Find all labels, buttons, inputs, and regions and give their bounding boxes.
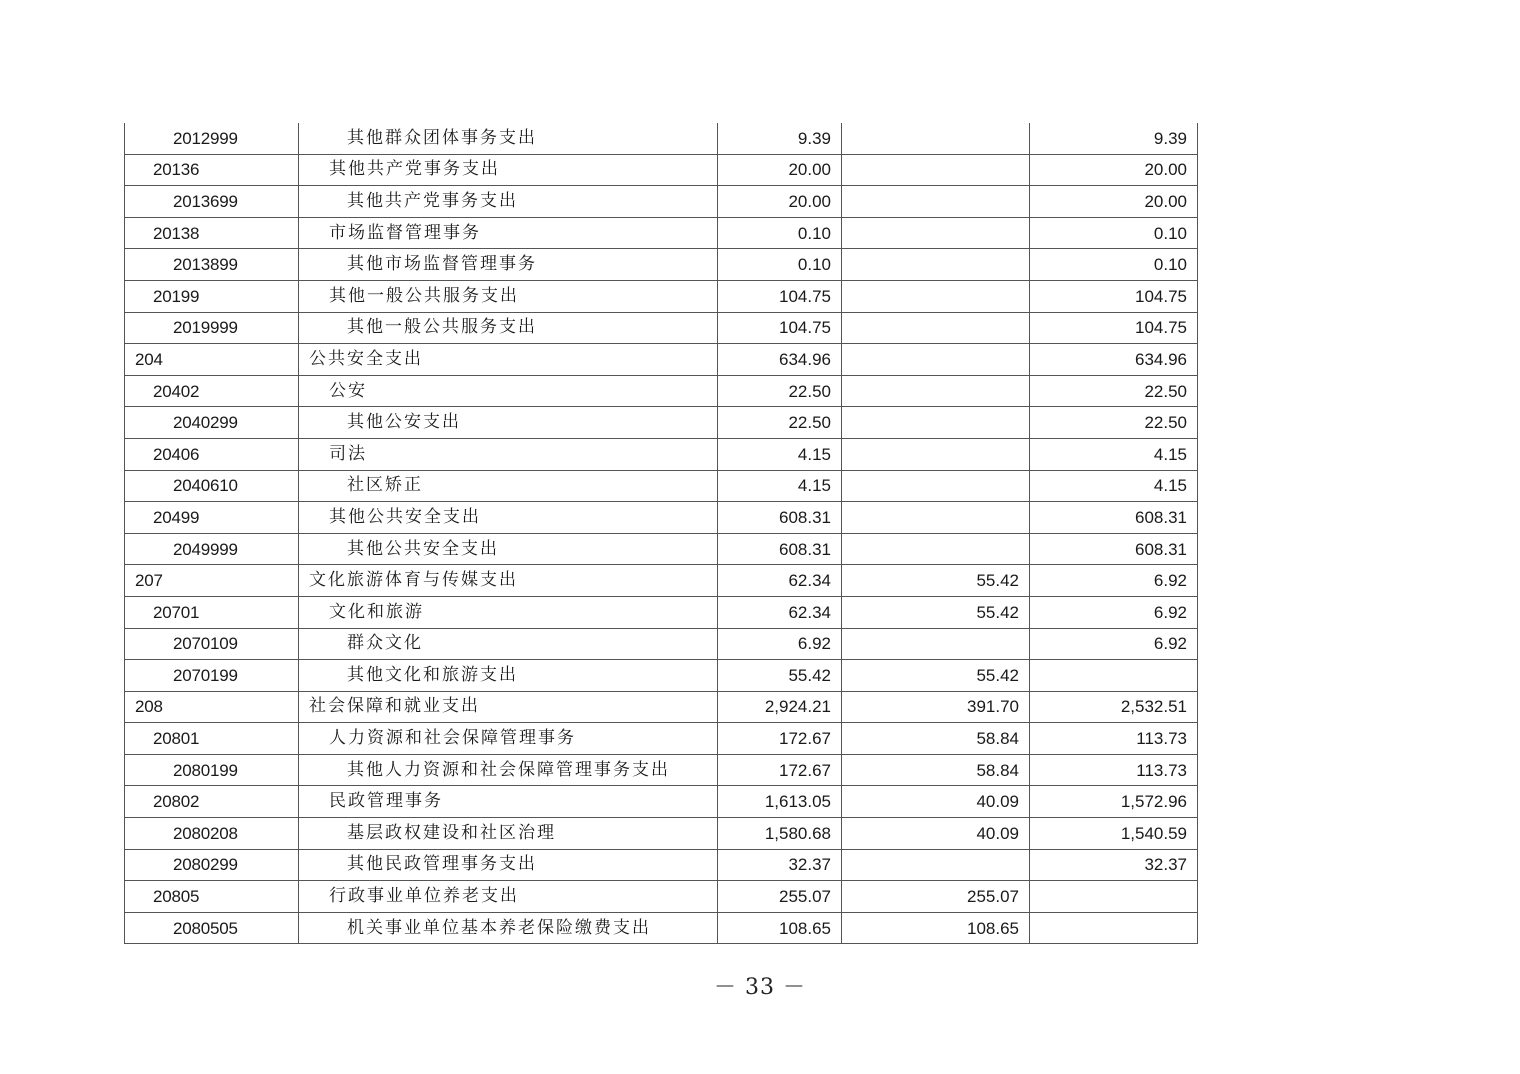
total-cell: 0.10 xyxy=(718,217,842,249)
table-row xyxy=(125,786,1198,818)
basic-cell: 58.84 xyxy=(842,723,1030,755)
name-cell: 机关事业单位基本养老保险缴费支出 xyxy=(299,912,718,944)
project-cell: 113.73 xyxy=(1030,754,1198,786)
code-cell: 2080299 xyxy=(125,849,299,881)
code-cell: 2012999 xyxy=(125,123,299,154)
total-cell: 9.39 xyxy=(718,123,842,154)
project-cell xyxy=(1030,660,1198,692)
project-cell: 6.92 xyxy=(1030,596,1198,628)
total-cell: 255.07 xyxy=(718,881,842,913)
code-cell: 20402 xyxy=(125,375,299,407)
project-cell: 0.10 xyxy=(1030,249,1198,281)
table-row xyxy=(125,249,1198,281)
total-cell: 634.96 xyxy=(718,344,842,376)
basic-cell xyxy=(842,344,1030,376)
code-cell: 2040299 xyxy=(125,407,299,439)
name-cell: 其他一般公共服务支出 xyxy=(299,280,718,312)
table-row xyxy=(125,407,1198,439)
basic-cell xyxy=(842,186,1030,218)
basic-cell xyxy=(842,407,1030,439)
project-cell: 104.75 xyxy=(1030,312,1198,344)
table-row xyxy=(125,596,1198,628)
project-cell: 608.31 xyxy=(1030,502,1198,534)
total-cell: 32.37 xyxy=(718,849,842,881)
basic-cell: 55.42 xyxy=(842,660,1030,692)
project-cell: 6.92 xyxy=(1030,565,1198,597)
table-row xyxy=(125,312,1198,344)
table-row xyxy=(125,754,1198,786)
project-cell: 104.75 xyxy=(1030,280,1198,312)
code-cell: 2049999 xyxy=(125,533,299,565)
code-cell: 204 xyxy=(125,344,299,376)
project-cell: 2,532.51 xyxy=(1030,691,1198,723)
total-cell: 1,580.68 xyxy=(718,818,842,850)
name-cell: 文化旅游体育与传媒支出 xyxy=(299,565,718,597)
basic-cell xyxy=(842,849,1030,881)
basic-cell xyxy=(842,249,1030,281)
code-cell: 2070199 xyxy=(125,660,299,692)
table-row xyxy=(125,186,1198,218)
table-row xyxy=(125,881,1198,913)
total-cell: 4.15 xyxy=(718,438,842,470)
total-cell: 104.75 xyxy=(718,312,842,344)
table-row xyxy=(125,849,1198,881)
table-row xyxy=(125,912,1198,944)
table-body xyxy=(125,123,1198,944)
basic-cell xyxy=(842,123,1030,154)
table-row xyxy=(125,154,1198,186)
table-row xyxy=(125,438,1198,470)
table-row xyxy=(125,723,1198,755)
project-cell: 20.00 xyxy=(1030,186,1198,218)
name-cell: 其他群众团体事务支出 xyxy=(299,123,718,154)
table-row xyxy=(125,470,1198,502)
basic-cell xyxy=(842,375,1030,407)
table-row xyxy=(125,344,1198,376)
code-cell: 2080199 xyxy=(125,754,299,786)
project-cell: 0.10 xyxy=(1030,217,1198,249)
code-cell: 20199 xyxy=(125,280,299,312)
project-cell: 6.92 xyxy=(1030,628,1198,660)
table-row xyxy=(125,691,1198,723)
table-row xyxy=(125,533,1198,565)
basic-cell xyxy=(842,280,1030,312)
name-cell: 人力资源和社会保障管理事务 xyxy=(299,723,718,755)
basic-cell xyxy=(842,533,1030,565)
code-cell: 2080208 xyxy=(125,818,299,850)
basic-cell: 55.42 xyxy=(842,596,1030,628)
code-cell: 207 xyxy=(125,565,299,597)
basic-cell: 255.07 xyxy=(842,881,1030,913)
code-cell: 20701 xyxy=(125,596,299,628)
name-cell: 市场监督管理事务 xyxy=(299,217,718,249)
project-cell: 9.39 xyxy=(1030,123,1198,154)
code-cell: 2070109 xyxy=(125,628,299,660)
total-cell: 6.92 xyxy=(718,628,842,660)
total-cell: 20.00 xyxy=(718,186,842,218)
table-row xyxy=(125,818,1198,850)
total-cell: 172.67 xyxy=(718,754,842,786)
name-cell: 其他文化和旅游支出 xyxy=(299,660,718,692)
basic-cell xyxy=(842,154,1030,186)
code-cell: 2013899 xyxy=(125,249,299,281)
name-cell: 民政管理事务 xyxy=(299,786,718,818)
code-cell: 2080505 xyxy=(125,912,299,944)
basic-cell: 40.09 xyxy=(842,786,1030,818)
name-cell: 文化和旅游 xyxy=(299,596,718,628)
project-cell: 4.15 xyxy=(1030,470,1198,502)
project-cell: 1,572.96 xyxy=(1030,786,1198,818)
name-cell: 其他一般公共服务支出 xyxy=(299,312,718,344)
total-cell: 608.31 xyxy=(718,533,842,565)
basic-cell xyxy=(842,438,1030,470)
total-cell: 20.00 xyxy=(718,154,842,186)
page-number: － 33 － xyxy=(714,975,806,1000)
basic-cell: 108.65 xyxy=(842,912,1030,944)
total-cell: 0.10 xyxy=(718,249,842,281)
total-cell: 62.34 xyxy=(718,596,842,628)
name-cell: 其他民政管理事务支出 xyxy=(299,849,718,881)
code-cell: 20138 xyxy=(125,217,299,249)
name-cell: 司法 xyxy=(299,438,718,470)
total-cell: 608.31 xyxy=(718,502,842,534)
code-cell: 20802 xyxy=(125,786,299,818)
name-cell: 群众文化 xyxy=(299,628,718,660)
name-cell: 公安 xyxy=(299,375,718,407)
name-cell: 其他公共安全支出 xyxy=(299,502,718,534)
name-cell: 行政事业单位养老支出 xyxy=(299,881,718,913)
project-cell: 20.00 xyxy=(1030,154,1198,186)
table-row xyxy=(125,660,1198,692)
name-cell: 其他共产党事务支出 xyxy=(299,154,718,186)
table-row xyxy=(125,123,1198,154)
name-cell: 基层政权建设和社区治理 xyxy=(299,818,718,850)
name-cell: 其他共产党事务支出 xyxy=(299,186,718,218)
basic-cell xyxy=(842,628,1030,660)
total-cell: 4.15 xyxy=(718,470,842,502)
budget-table xyxy=(124,123,1198,944)
total-cell: 1,613.05 xyxy=(718,786,842,818)
total-cell: 55.42 xyxy=(718,660,842,692)
total-cell: 22.50 xyxy=(718,407,842,439)
name-cell: 公共安全支出 xyxy=(299,344,718,376)
basic-cell: 58.84 xyxy=(842,754,1030,786)
name-cell: 其他人力资源和社会保障管理事务支出 xyxy=(299,754,718,786)
project-cell: 113.73 xyxy=(1030,723,1198,755)
name-cell: 社会保障和就业支出 xyxy=(299,691,718,723)
table-row xyxy=(125,628,1198,660)
code-cell: 20499 xyxy=(125,502,299,534)
project-cell: 634.96 xyxy=(1030,344,1198,376)
basic-cell xyxy=(842,470,1030,502)
table-row xyxy=(125,280,1198,312)
project-cell xyxy=(1030,881,1198,913)
name-cell: 其他公共安全支出 xyxy=(299,533,718,565)
basic-cell: 40.09 xyxy=(842,818,1030,850)
name-cell: 其他公安支出 xyxy=(299,407,718,439)
project-cell: 4.15 xyxy=(1030,438,1198,470)
code-cell: 2013699 xyxy=(125,186,299,218)
basic-cell xyxy=(842,502,1030,534)
project-cell: 608.31 xyxy=(1030,533,1198,565)
project-cell: 22.50 xyxy=(1030,407,1198,439)
basic-cell: 55.42 xyxy=(842,565,1030,597)
table-row xyxy=(125,375,1198,407)
table-row xyxy=(125,565,1198,597)
code-cell: 20801 xyxy=(125,723,299,755)
project-cell xyxy=(1030,912,1198,944)
total-cell: 172.67 xyxy=(718,723,842,755)
code-cell: 20805 xyxy=(125,881,299,913)
code-cell: 20406 xyxy=(125,438,299,470)
code-cell: 2040610 xyxy=(125,470,299,502)
code-cell: 2019999 xyxy=(125,312,299,344)
code-cell: 208 xyxy=(125,691,299,723)
table-row xyxy=(125,502,1198,534)
total-cell: 2,924.21 xyxy=(718,691,842,723)
name-cell: 其他市场监督管理事务 xyxy=(299,249,718,281)
total-cell: 104.75 xyxy=(718,280,842,312)
total-cell: 22.50 xyxy=(718,375,842,407)
basic-cell xyxy=(842,217,1030,249)
project-cell: 1,540.59 xyxy=(1030,818,1198,850)
project-cell: 22.50 xyxy=(1030,375,1198,407)
total-cell: 62.34 xyxy=(718,565,842,597)
name-cell: 社区矫正 xyxy=(299,470,718,502)
basic-cell: 391.70 xyxy=(842,691,1030,723)
basic-cell xyxy=(842,312,1030,344)
total-cell: 108.65 xyxy=(718,912,842,944)
project-cell: 32.37 xyxy=(1030,849,1198,881)
code-cell: 20136 xyxy=(125,154,299,186)
table-row xyxy=(125,217,1198,249)
